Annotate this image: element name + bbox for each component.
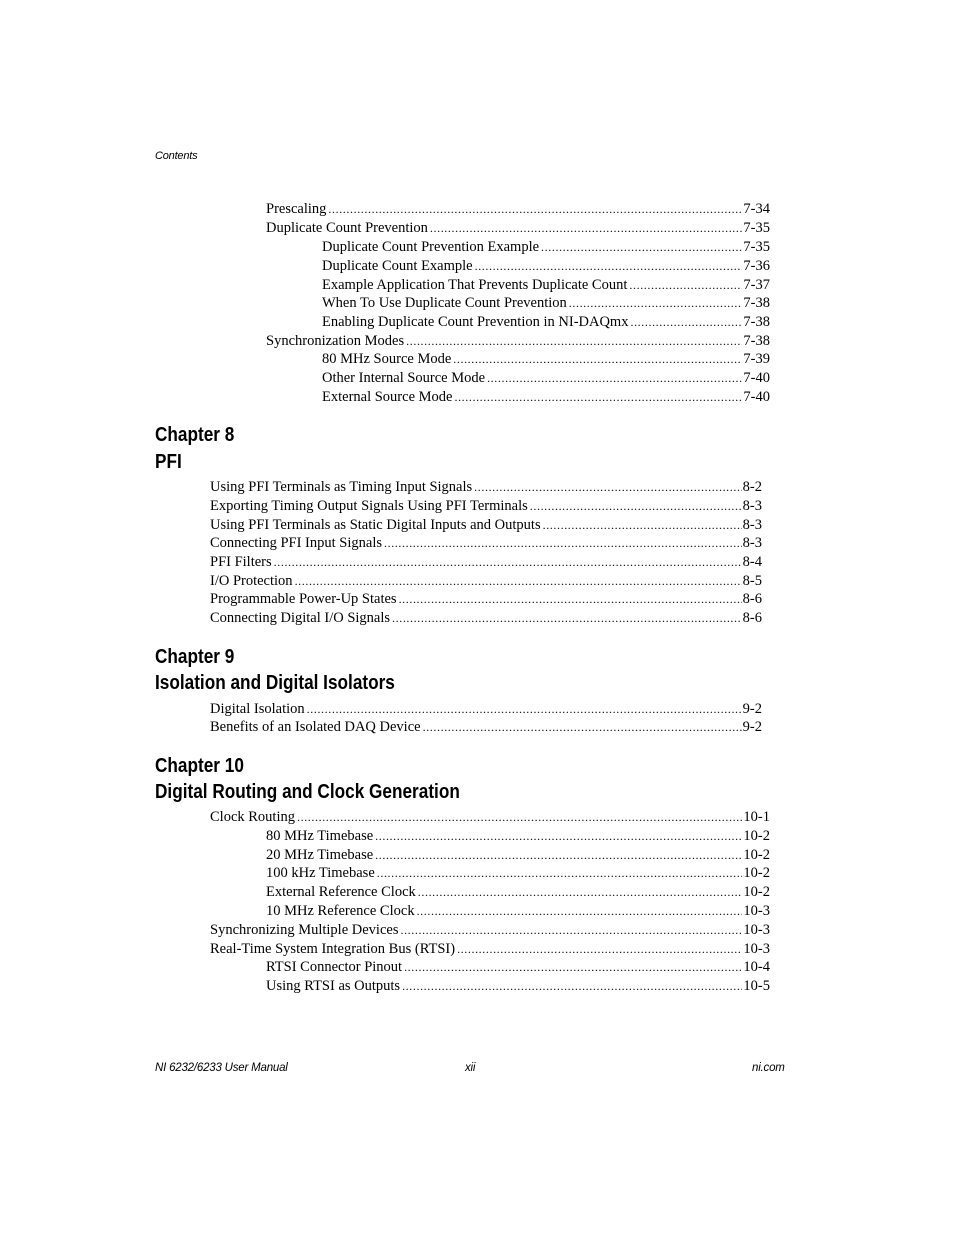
toc-entry[interactable]: Duplicate Count Prevention Example ..... 7-35	[322, 238, 770, 257]
chapter-title: Digital Routing and Clock Generation	[155, 781, 460, 803]
toc-entry[interactable]: 80 MHz Source Mode ..... 7-39	[322, 350, 770, 369]
toc-entry[interactable]: PFI Filters ..... 8-4	[210, 553, 762, 572]
leader-dots	[541, 238, 742, 257]
leader-dots	[569, 294, 743, 313]
leader-dots	[377, 864, 743, 883]
toc-entry[interactable]: Duplicate Count Example ..... 7-36	[322, 257, 770, 276]
running-head: Contents	[155, 150, 198, 162]
toc-entry[interactable]: Benefits of an Isolated DAQ Device ..... 9-2	[210, 718, 762, 737]
toc-entry[interactable]: RTSI Connector Pinout ..... 10-4	[266, 958, 770, 977]
toc-entry[interactable]: Example Application That Prevents Duplicate Count ..... 7-37	[322, 276, 770, 295]
chapter-label: Chapter 10	[155, 755, 244, 777]
toc-entry[interactable]: External Reference Clock ..... 10-2	[266, 883, 770, 902]
toc-entry[interactable]: Digital Isolation ..... 9-2	[210, 700, 762, 719]
leader-dots	[297, 808, 742, 827]
leader-dots	[417, 902, 743, 921]
leader-dots	[487, 369, 742, 388]
toc-entry[interactable]: Prescaling ..... 7-34	[266, 200, 770, 219]
leader-dots	[399, 590, 742, 609]
leader-dots	[454, 388, 742, 407]
leader-dots	[375, 827, 742, 846]
leader-dots	[400, 921, 742, 940]
leader-dots	[307, 700, 742, 719]
leader-dots	[295, 572, 742, 591]
chapter-label: Chapter 9	[155, 646, 235, 668]
leader-dots	[328, 200, 742, 219]
toc-entry[interactable]: 100 kHz Timebase ..... 10-2	[266, 864, 770, 883]
toc-entry[interactable]: Enabling Duplicate Count Prevention in NI-DAQmx ..... 7-38	[322, 313, 770, 332]
leader-dots	[423, 718, 742, 737]
toc-entry[interactable]: Using PFI Terminals as Static Digital Inputs and Outputs ..... 8-3	[210, 516, 762, 535]
footer-site-link[interactable]: ni.com	[752, 1062, 785, 1074]
toc-entry[interactable]: I/O Protection ..... 8-5	[210, 572, 762, 591]
toc-entry[interactable]: Connecting PFI Input Signals ..... 8-3	[210, 534, 762, 553]
leader-dots	[375, 846, 742, 865]
toc-entry[interactable]: Connecting Digital I/O Signals ..... 8-6	[210, 609, 762, 628]
chapter-label: Chapter 8	[155, 424, 235, 446]
leader-dots	[430, 219, 743, 238]
toc-entry[interactable]: Other Internal Source Mode ..... 7-40	[322, 369, 770, 388]
toc-entry[interactable]: Exporting Timing Output Signals Using PFI Terminals ..... 8-3	[210, 497, 762, 516]
chapter-title: PFI	[155, 451, 182, 473]
leader-dots	[629, 276, 742, 295]
leader-dots	[543, 516, 742, 535]
toc-entry[interactable]: Synchronization Modes ..... 7-38	[266, 332, 770, 351]
toc-entry[interactable]: Clock Routing ..... 10-1	[210, 808, 770, 827]
leader-dots	[630, 313, 742, 332]
leader-dots	[453, 350, 742, 369]
toc-entry[interactable]: When To Use Duplicate Count Prevention ..... 7-38	[322, 294, 770, 313]
toc-entry[interactable]: Programmable Power-Up States ..... 8-6	[210, 590, 762, 609]
leader-dots	[475, 257, 743, 276]
footer-manual-title: NI 6232/6233 User Manual	[155, 1062, 288, 1074]
leader-dots	[418, 883, 743, 902]
leader-dots	[404, 958, 742, 977]
toc-entry[interactable]: Using PFI Terminals as Timing Input Signals ..... 8-2	[210, 478, 762, 497]
toc-entry[interactable]: 80 MHz Timebase ..... 10-2	[266, 827, 770, 846]
toc-entry[interactable]: Duplicate Count Prevention ..... 7-35	[266, 219, 770, 238]
toc-entry[interactable]: Synchronizing Multiple Devices ..... 10-3	[210, 921, 770, 940]
leader-dots	[406, 332, 742, 351]
leader-dots	[402, 977, 742, 996]
leader-dots	[274, 553, 742, 572]
toc-entry[interactable]: Using RTSI as Outputs ..... 10-5	[266, 977, 770, 996]
leader-dots	[530, 497, 742, 516]
toc-entry[interactable]: Real-Time System Integration Bus (RTSI) ..... 10-3	[210, 940, 770, 959]
toc-entry[interactable]: 10 MHz Reference Clock ..... 10-3	[266, 902, 770, 921]
leader-dots	[392, 609, 742, 628]
leader-dots	[474, 478, 741, 497]
toc-entry[interactable]: 20 MHz Timebase ..... 10-2	[266, 846, 770, 865]
leader-dots	[457, 940, 742, 959]
leader-dots	[384, 534, 742, 553]
chapter-title: Isolation and Digital Isolators	[155, 672, 395, 694]
footer-page-number: xii	[465, 1062, 476, 1074]
toc-entry[interactable]: External Source Mode ..... 7-40	[322, 388, 770, 407]
